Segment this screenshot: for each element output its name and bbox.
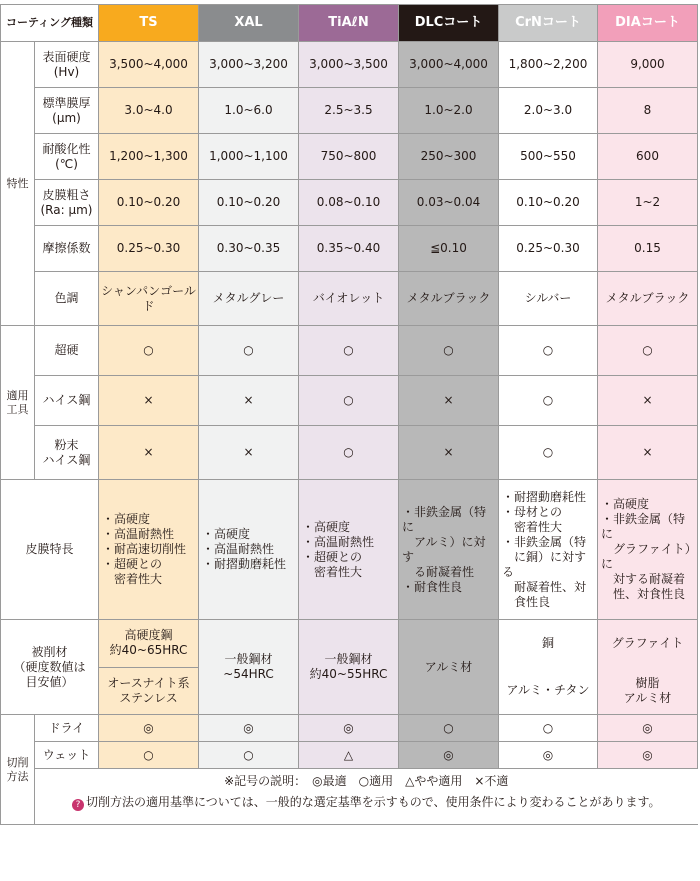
film-row — [1, 480, 698, 620]
tool-mark: ○ — [499, 426, 598, 480]
workpiece-top: 銅 — [541, 636, 554, 650]
film-feature-crn: ・耐摺動磨耗性 ・母材との 密着性大 ・非鉄金属（特 に銅）に対する 耐凝着性、対 食性良 — [499, 480, 598, 620]
film-feature-dia: ・高硬度 ・非鉄金属（特に グラファイト）に 対する耐凝着 性、対食性良 — [598, 480, 698, 620]
cutting-mark: ○ — [399, 715, 499, 742]
tool-mark: ○ — [499, 326, 598, 376]
property-value: 2.5~3.5 — [299, 88, 399, 134]
tool-mark: ○ — [199, 326, 299, 376]
tool-mark: ○ — [99, 326, 199, 376]
property-row — [1, 180, 698, 226]
property-value: 1,800~2,200 — [499, 42, 598, 88]
film-feature-dlc: ・非鉄金属（特に アルミ）に対す る耐凝着性 ・耐食性良 — [399, 480, 499, 620]
tool-row — [1, 326, 698, 376]
property-row — [1, 134, 698, 180]
property-value: 0.25~0.30 — [499, 226, 598, 272]
cutting-mark: ◎ — [598, 742, 698, 769]
property-label: 色調 — [35, 272, 99, 326]
tool-mark: × — [399, 376, 499, 426]
tool-mark: × — [199, 426, 299, 480]
film-feature-ts: ・高硬度 ・高温耐熱性 ・耐高速切削性 ・超硬との 密着性大 — [99, 480, 199, 620]
header-row — [1, 5, 698, 42]
property-value: 1.0~2.0 — [399, 88, 499, 134]
property-value: 600 — [598, 134, 698, 180]
tool-label: 粉末 ハイス鋼 — [35, 426, 99, 480]
workpiece-top: 高硬度鋼 約40~65HRC — [99, 620, 198, 668]
property-value: 1,200~1,300 — [99, 134, 199, 180]
property-value: 3,000~4,000 — [399, 42, 499, 88]
cutting-mark: ◎ — [499, 742, 598, 769]
property-value: 1~2 — [598, 180, 698, 226]
tool-mark: × — [598, 426, 698, 480]
tool-label: ハイス鋼 — [35, 376, 99, 426]
workpiece-dlc: アルミ材 — [399, 620, 499, 715]
property-row — [1, 88, 698, 134]
cutting-row — [1, 715, 698, 742]
property-value: ≦0.10 — [399, 226, 499, 272]
property-value: 500~550 — [499, 134, 598, 180]
film-feature-tia: ・高硬度 ・高温耐熱性 ・超硬との 密着性大 — [299, 480, 399, 620]
workpiece-label: 被削材 （硬度数値は 目安値） — [1, 620, 99, 715]
tool-mark: ○ — [598, 326, 698, 376]
cutting-mark: ◎ — [199, 715, 299, 742]
workpiece-bottom: アルミ・チタン — [506, 683, 590, 697]
tool-row — [1, 376, 698, 426]
coating-header-dlc: DLCコート — [399, 5, 499, 42]
property-value: 9,000 — [598, 42, 698, 88]
tool-mark: ○ — [299, 326, 399, 376]
property-value: 1.0~6.0 — [199, 88, 299, 134]
property-row — [1, 272, 698, 326]
property-value: メタルブラック — [399, 272, 499, 326]
property-value: 3.0~4.0 — [99, 88, 199, 134]
cutting-mark: ◎ — [598, 715, 698, 742]
property-value: 750~800 — [299, 134, 399, 180]
coating-header-xal: XAL — [199, 5, 299, 42]
category-properties: 特性 — [1, 42, 35, 326]
property-value: 0.30~0.35 — [199, 226, 299, 272]
cutting-label: ドライ — [35, 715, 99, 742]
cutting-mark: △ — [299, 742, 399, 769]
workpiece-crn — [499, 620, 598, 715]
property-value: 8 — [598, 88, 698, 134]
tool-mark: ○ — [399, 326, 499, 376]
film-label: 皮膜特長 — [1, 480, 99, 620]
property-value: 2.0~3.0 — [499, 88, 598, 134]
property-value: メタルグレー — [199, 272, 299, 326]
tool-mark: × — [199, 376, 299, 426]
workpiece-dia — [598, 620, 698, 715]
property-value: 0.03~0.04 — [399, 180, 499, 226]
coating-header-ts: TS — [99, 5, 199, 42]
cutting-mark: ◎ — [399, 742, 499, 769]
tool-label: 超硬 — [35, 326, 99, 376]
tool-mark: × — [99, 376, 199, 426]
legend-note: ※記号の説明： ◎最適 ○適用 △やや適用 ×不適 — [35, 769, 698, 795]
cutting-mark: ◎ — [299, 715, 399, 742]
property-value: シルバー — [499, 272, 598, 326]
caution-text: 切削方法の適用基準については、一般的な選定基準を示すもので、使用条件により変わることがあります。 — [85, 794, 661, 809]
tool-mark: × — [399, 426, 499, 480]
notes-row — [1, 769, 698, 795]
cutting-row — [1, 742, 698, 769]
cutting-label: ウェット — [35, 742, 99, 769]
cutting-mark: ○ — [99, 742, 199, 769]
property-value: 1,000~1,100 — [199, 134, 299, 180]
property-label: 耐酸化性 (℃) — [35, 134, 99, 180]
tool-mark: × — [99, 426, 199, 480]
workpiece-tia: 一般鋼材 約40~55HRC — [299, 620, 399, 715]
property-value: 0.08~0.10 — [299, 180, 399, 226]
tool-mark: ○ — [299, 376, 399, 426]
property-value: バイオレット — [299, 272, 399, 326]
property-value: 0.25~0.30 — [99, 226, 199, 272]
coating-table — [0, 4, 698, 825]
workpiece-top: グラファイト — [611, 636, 684, 650]
coating-header-tia: TiAℓN — [299, 5, 399, 42]
property-value: 3,000~3,500 — [299, 42, 399, 88]
workpiece-bottom: 樹脂 アルミ材 — [623, 675, 672, 705]
property-row — [1, 226, 698, 272]
property-value: 0.15 — [598, 226, 698, 272]
tool-mark: ○ — [299, 426, 399, 480]
film-feature-xal: ・高硬度 ・高温耐熱性 ・耐摺動磨耗性 — [199, 480, 299, 620]
property-value: 3,000~3,200 — [199, 42, 299, 88]
property-label: 標準膜厚 (μm) — [35, 88, 99, 134]
notes-row — [1, 795, 698, 825]
caution-icon: ? — [72, 799, 84, 811]
cutting-mark: ○ — [199, 742, 299, 769]
workpiece-row — [1, 620, 698, 715]
category-cutting: 切削 方法 — [1, 715, 35, 825]
tool-mark: × — [598, 376, 698, 426]
property-label: 皮膜粗さ (Ra: μm) — [35, 180, 99, 226]
tool-row — [1, 426, 698, 480]
property-value: 0.10~0.20 — [99, 180, 199, 226]
property-value: 0.10~0.20 — [499, 180, 598, 226]
workpiece-ts — [99, 620, 199, 715]
property-value: 0.35~0.40 — [299, 226, 399, 272]
property-label: 表面硬度 (Hv) — [35, 42, 99, 88]
property-value: メタルブラック — [598, 272, 698, 326]
property-row — [1, 42, 698, 88]
workpiece-xal: 一般鋼材 ~54HRC — [199, 620, 299, 715]
property-value: シャンパンゴールド — [99, 272, 199, 326]
property-value: 250~300 — [399, 134, 499, 180]
property-label: 摩擦係数 — [35, 226, 99, 272]
coating-header-dia: DIAコート — [598, 5, 698, 42]
property-value: 3,500~4,000 — [99, 42, 199, 88]
property-value: 0.10~0.20 — [199, 180, 299, 226]
tool-mark: ○ — [499, 376, 598, 426]
coating-type-label: コーティング種類 — [1, 5, 99, 42]
cutting-mark: ◎ — [99, 715, 199, 742]
category-tools: 適用 工具 — [1, 326, 35, 480]
cutting-mark: ○ — [499, 715, 598, 742]
caution-note — [35, 795, 698, 825]
workpiece-bottom: オースナイト系 ステンレス — [107, 675, 190, 705]
coating-header-crn: CrNコート — [499, 5, 598, 42]
